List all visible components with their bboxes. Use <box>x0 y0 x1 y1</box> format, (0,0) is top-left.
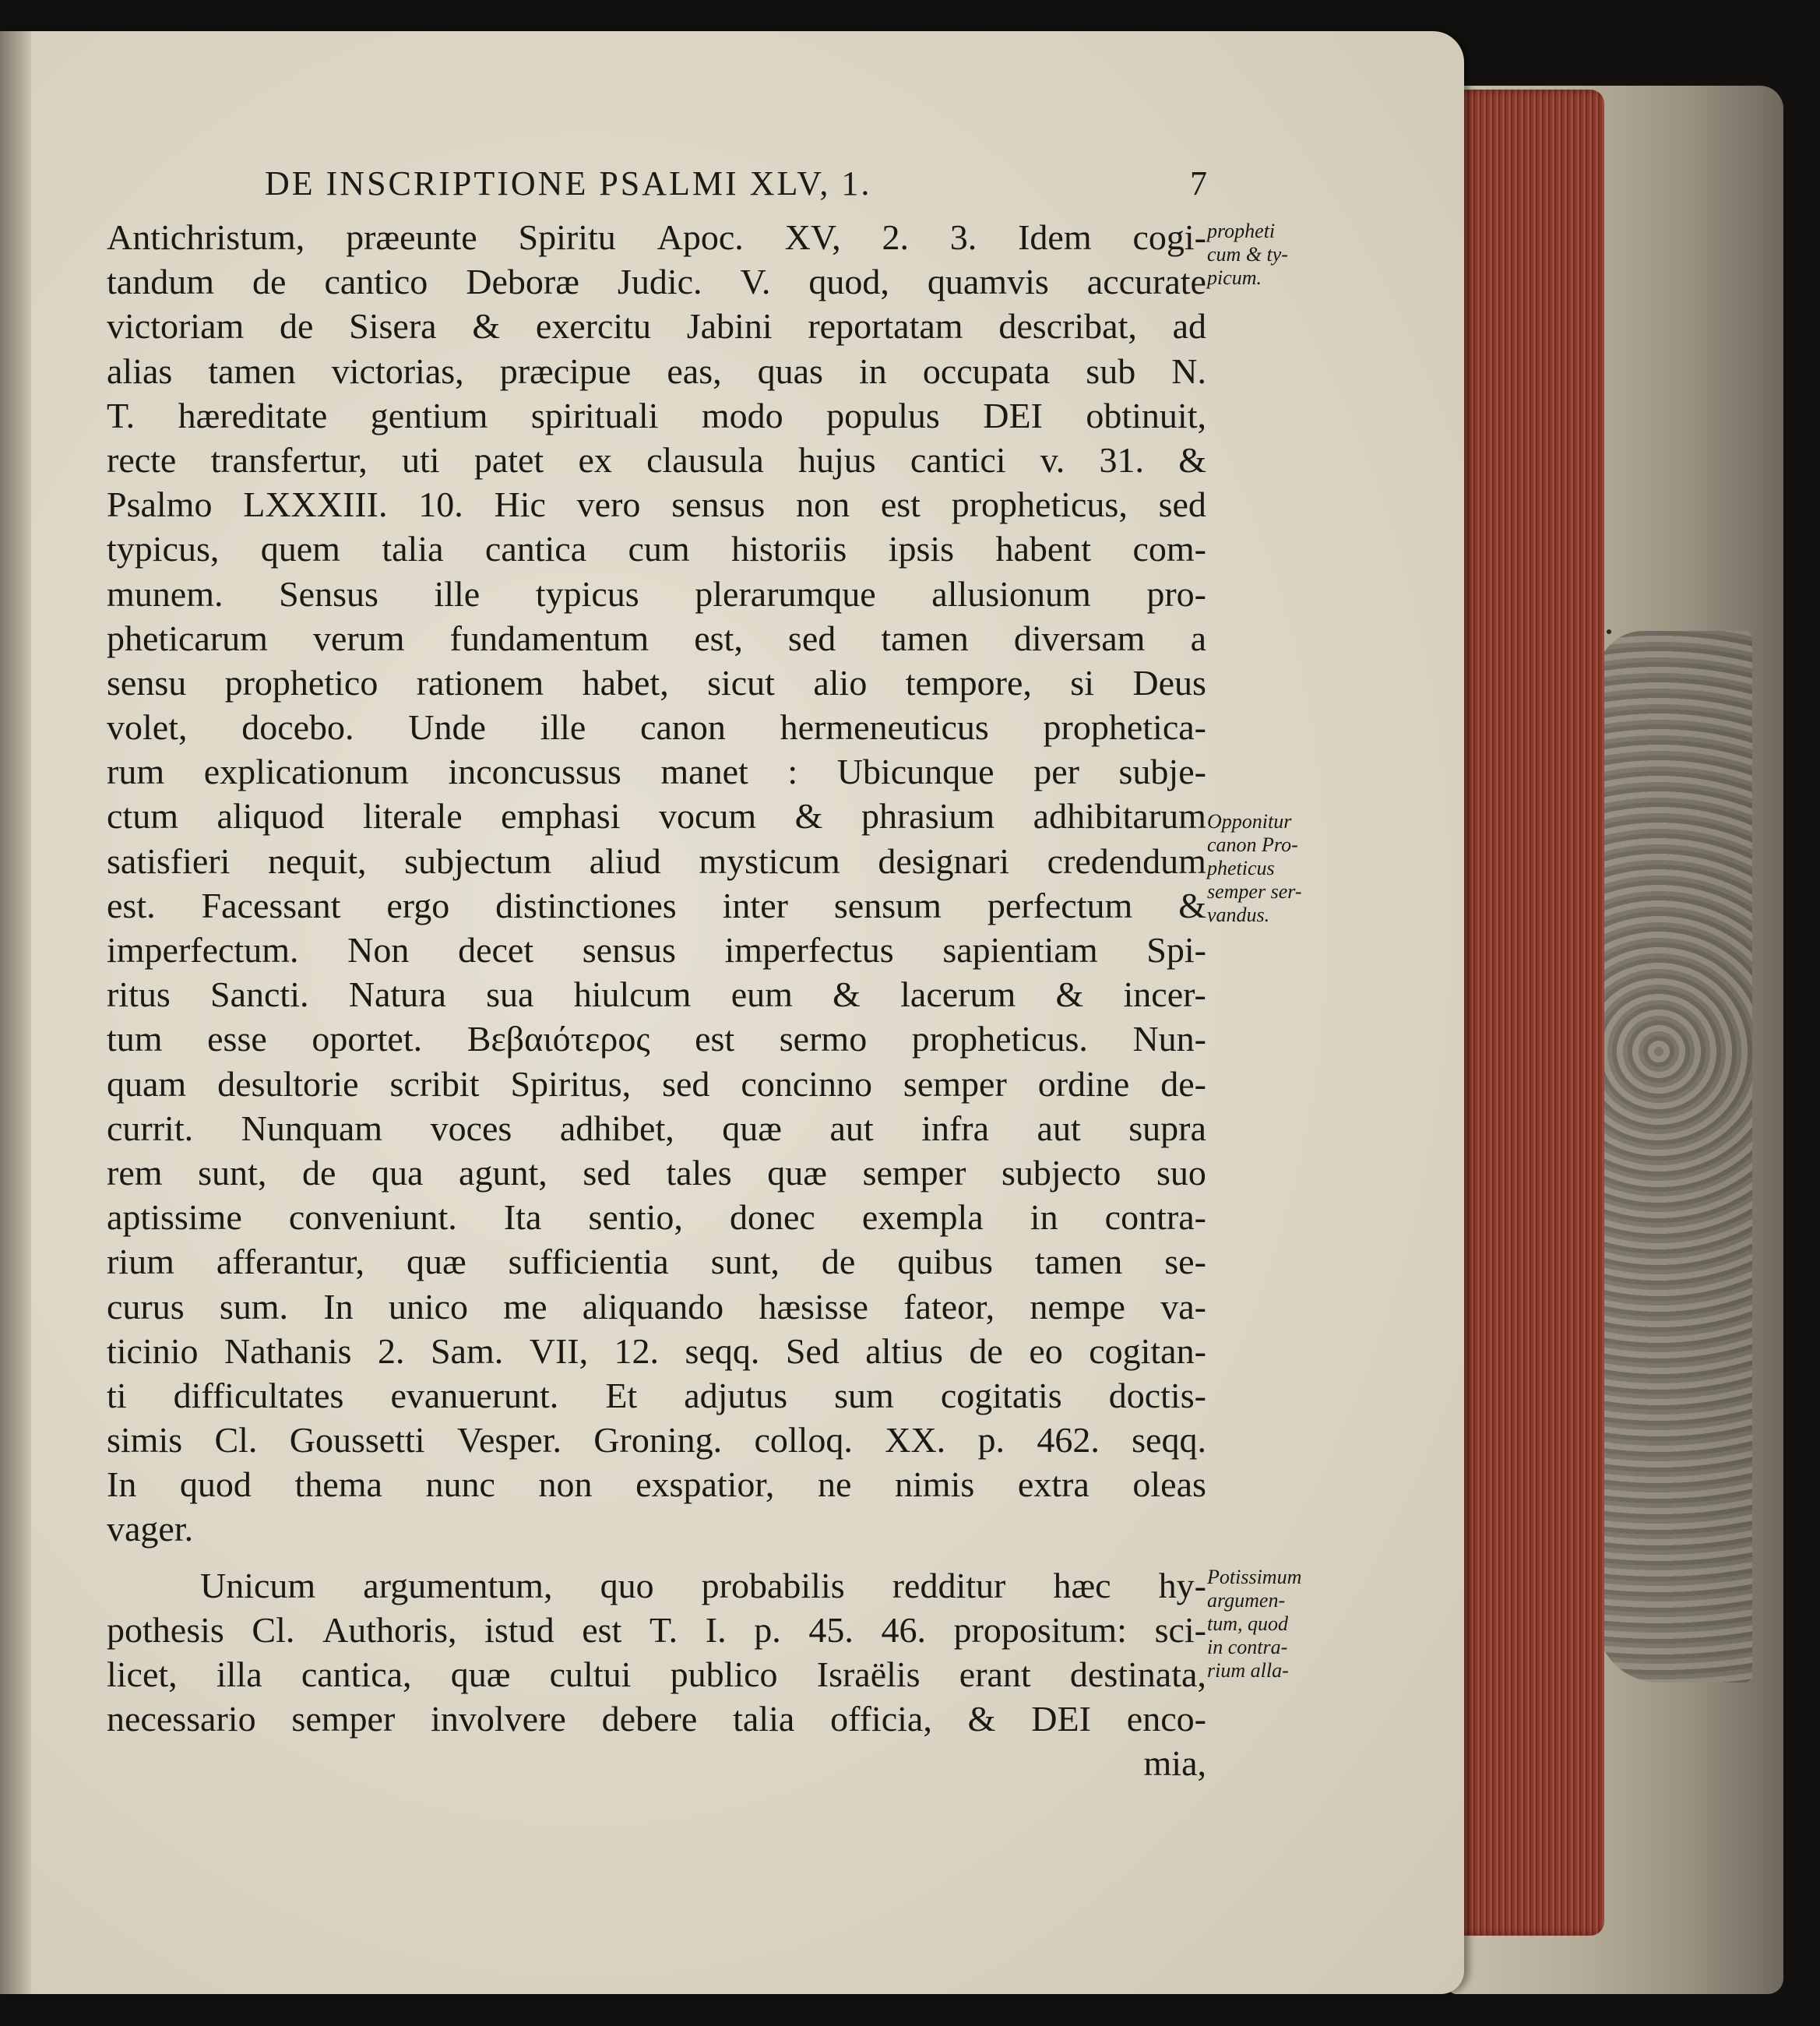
margin-note-argument <box>1207 1566 1347 1682</box>
running-header <box>265 164 1207 210</box>
margin-note-line: Opponitur <box>1207 810 1292 833</box>
text-line: sensu prophetico rationem habet, sicut alio tempore, si Deus <box>107 662 1206 703</box>
text-line: mia, <box>1143 1743 1206 1784</box>
text-line: alias tamen victorias, præcipue eas, quas in occupata sub N. <box>107 351 1206 391</box>
text-line: Psalmo LXXXIII. 10. Hic vero sensus non est propheticus, sed <box>107 484 1206 525</box>
margin-note-line: pheticus <box>1207 857 1275 879</box>
text-line: necessario semper involvere debere talia officia, & DEI enco- <box>107 1699 1206 1739</box>
text-line: ctum aliquod literale emphasi vocum & phrasium adhibitarum <box>107 796 1206 837</box>
text-line: aptissime conveniunt. Ita sentio, donec exempla in contra- <box>107 1197 1206 1238</box>
margin-note-canon <box>1207 810 1347 927</box>
text-line: quam desultorie scribit Spiritus, sed concinno semper ordine de- <box>107 1063 1206 1104</box>
margin-note-line: cum & ty- <box>1207 243 1288 266</box>
text-line: licet, illa cantica, quæ cultui publico Israëlis erant destinata, <box>107 1654 1206 1694</box>
page-number: 7 <box>1190 164 1207 203</box>
text-line: rum explicationum inconcussus manet : Ubicunque per subje- <box>107 752 1206 792</box>
margin-note-line: rium alla- <box>1207 1659 1289 1682</box>
margin-note-line: vandus. <box>1207 904 1270 926</box>
page-gutter <box>0 31 31 1994</box>
text-line: ritus Sancti. Natura sua hiulcum eum & lacerum & incer- <box>107 974 1206 1015</box>
margin-note-line: canon Pro- <box>1207 833 1298 856</box>
text-line: curus sum. In unico me aliquando hæsisse fateor, nempe va- <box>107 1286 1206 1327</box>
text-line: imperfectum. Non decet sensus imperfectus sapientiam Spi- <box>107 930 1206 970</box>
text-line: satisfieri nequit, subjectum aliud mysticum designari credendum <box>107 840 1206 881</box>
margin-note-line: tum, quod <box>1207 1612 1288 1635</box>
text-line: typicus, quem talia cantica cum historiis ipsis habent com- <box>107 529 1206 569</box>
body-text <box>107 215 1206 1786</box>
margin-note-line: picum. <box>1207 266 1262 289</box>
margin-note-line: propheti <box>1207 220 1276 242</box>
text-line: vager. <box>107 1509 194 1549</box>
text-line: rem sunt, de qua agunt, sed tales quæ semper subjecto suo <box>107 1152 1206 1193</box>
text-line: ti difficultates evanuerunt. Et adjutus sum cogitatis doctis- <box>107 1375 1206 1415</box>
margin-note-line: semper ser- <box>1207 880 1302 903</box>
text-line: Unicum argumentum, quo probabilis redditur hæc hy- <box>200 1565 1206 1605</box>
speck-mark <box>1607 629 1611 634</box>
text-line: pheticarum verum fundamentum est, sed tamen diversam a <box>107 618 1206 658</box>
text-line: simis Cl. Goussetti Vesper. Groning. colloq. XX. p. 462. seqq. <box>107 1420 1206 1460</box>
text-line: In quod thema nunc non exspatior, ne nimis extra oleas <box>107 1464 1206 1505</box>
text-line: victoriam de Sisera & exercitu Jabini reportatam describat, ad <box>107 306 1206 347</box>
text-line: T. hæreditate gentium spirituali modo populus DEI obtinuit, <box>107 395 1206 435</box>
text-line: volet, docebo. Unde ille canon hermeneuticus prophetica- <box>107 707 1206 748</box>
text-line: Antichristum, præeunte Spiritu Apoc. XV, 2. 3. Idem cogi- <box>107 217 1206 257</box>
text-line: munem. Sensus ille typicus plerarumque allusionum pro- <box>107 573 1206 614</box>
cover-marbling <box>1596 631 1752 1682</box>
text-line: currit. Nunquam voces adhibet, quæ aut infra aut supra <box>107 1108 1206 1148</box>
text-line: tandum de cantico Deboræ Judic. V. quod, quamvis accurate <box>107 262 1206 302</box>
paragraph-gap <box>107 1552 1206 1563</box>
running-title: DE INSCRIPTIONE PSALMI XLV, 1. <box>265 164 872 203</box>
text-line: recte transfertur, uti patet ex clausula hujus cantici v. 31. & <box>107 439 1206 480</box>
margin-note-line: in contra- <box>1207 1636 1288 1658</box>
text-line: est. Facessant ergo distinctiones inter sensum perfectum & <box>107 885 1206 925</box>
text-line: rium afferantur, quæ sufficientia sunt, de quibus tamen se- <box>107 1242 1206 1282</box>
text-line: pothesis Cl. Authoris, istud est T. I. p. 45. 46. propositum: sci- <box>107 1609 1206 1650</box>
text-line: tum esse oportet. Βεβαιότερος est sermo propheticus. Nun- <box>107 1019 1206 1059</box>
margin-note-prophetic <box>1207 220 1347 290</box>
margin-note-line: Potissimum <box>1207 1566 1302 1588</box>
margin-note-line: argumen- <box>1207 1589 1286 1612</box>
text-line: ticinio Nathanis 2. Sam. VII, 12. seqq. Sed altius de eo cogitan- <box>107 1330 1206 1371</box>
